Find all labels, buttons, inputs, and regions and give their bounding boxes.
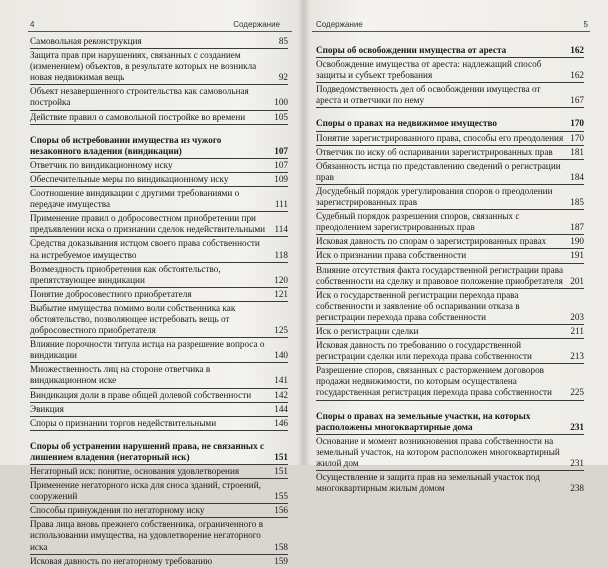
toc-entry: Разрешение споров, связанных с расторжением договоров продажи недвижимости, по которым осуществлена государственная регистрация перехода права собственности 225 (316, 365, 584, 398)
toc-entry: Обеспечительные меры по виндикационному иску 109 (30, 173, 288, 184)
toc-entry: Применение правил о добросовестном приобретении при предъявлении иска о признании сделок недействительными 114 (30, 213, 288, 235)
toc-list (30, 36, 288, 567)
toc-entry: Негаторный иск: понятие, основания удовлетворения 151 (30, 466, 288, 476)
toc-entry: Ответчик по иску об оспаривании зарегистрированных прав 181 (316, 146, 584, 157)
toc-entry: Судебный порядок разрешения споров, связанных с преодолением зарегистрированных прав 187 (316, 211, 584, 233)
toc-entry: Исковая давность по спорам о зарегистрированных правах 190 (316, 236, 584, 247)
toc-entry: Обязанность истца по представлению сведений о регистрации прав 184 (316, 160, 584, 182)
toc-entry: Объект незавершенного строительства как самовольная постройка 100 (30, 86, 288, 108)
toc-section-heading: Споры об истребовании имущества из чужого незаконного владения (виндикации) 107 (30, 134, 288, 156)
toc-entry: Средства доказывания истцом своего права собственности на истребуемое имущество 118 (30, 238, 288, 260)
toc-entry: Понятие зарегистрированного права, способы его преодоления 170 (316, 132, 584, 143)
toc-entry: Влияние порочности титула истца на разрешение вопроса о виндикации 140 (30, 339, 288, 361)
page-number: 4 (30, 20, 35, 29)
toc-entry: Соотношение виндикации с другими требованиями о передаче имущества 111 (30, 188, 288, 210)
running-title: Содержание (233, 20, 280, 29)
toc-entry: Исковая давность по негаторному требованию 159 (30, 555, 288, 566)
toc-entry: Действие правил о самовольной постройке во времени 105 (30, 111, 288, 122)
toc-entry: Основание и момент возникновения права собственности на земельный участок, на котором расположен многоквартирный жилой дом 231 (316, 435, 584, 468)
toc-entry: Возмездность приобретения как обстоятельство, препятствующее виндикации 120 (30, 263, 288, 285)
toc-entry: Виндикация доли в праве общей долевой собственности 142 (30, 389, 288, 400)
toc-entry: Понятие добросовестного приобретателя 121 (30, 288, 288, 299)
right-page (308, 0, 608, 494)
page-number: 5 (583, 20, 588, 29)
toc-entry: Иск о регистрации сделки 211 (316, 325, 584, 336)
header-rule (312, 31, 590, 32)
toc-entry: Исковая давность по требованию о государственной регистрации сделки или перехода права собственности 213 (316, 340, 584, 362)
left-page (0, 0, 300, 566)
toc-section-heading: Споры о правах на земельные участки, на которых расположены многоквартирные дома 231 (316, 410, 584, 432)
toc-section-heading: Споры об устранении нарушений права, не связанных с лишением владения (негаторный иск) 151 (30, 440, 288, 462)
toc-section-heading: Споры о правах на недвижимое имущество 170 (316, 118, 584, 129)
toc-list (316, 36, 584, 494)
toc-entry: Права лица вновь прежнего собственника, ограниченного в использовании имущества, на удовлетворение негаторного иска 158 (30, 519, 288, 552)
toc-entry: Споры о признании торгов недействительными 146 (30, 417, 288, 428)
toc-entry: Защита прав при нарушениях, связанных с созданием (изменением) объектов, в результате которых не возникла новая недвижимая вещь 92 (30, 50, 288, 83)
toc-entry: Самовольная реконструкция 85 (30, 36, 288, 46)
running-title: Содержание (316, 20, 363, 29)
toc-entry: Эвикция 144 (30, 403, 288, 414)
toc-entry: Освобождение имущества от ареста: надлежащий способ защиты и субъект требования 162 (316, 59, 584, 81)
toc-entry: Ответчик по виндикационному иску 107 (30, 159, 288, 170)
toc-entry: Досудебный порядок урегулирования споров о преодолении зарегистрированных прав 185 (316, 185, 584, 208)
toc-entry: Способы принуждения по негаторному иску 156 (30, 505, 288, 516)
toc-entry: Осуществление и защита прав на земельный участок под многоквартирным жилым домом 238 (316, 472, 584, 494)
toc-entry: Иск о признании права собственности 191 (316, 250, 584, 261)
toc-section-heading: Споры об освобождении имущества от ареста 162 (316, 45, 584, 55)
toc-entry: Влияние отсутствия факта государственной регистрации права собственности на сделку и правовое положение приобретателя 201 (316, 264, 584, 286)
toc-entry: Иск о государственной регистрации перехода права собственности и заявление об оспаривании отказа в регистрации перехода права собственности 203 (316, 289, 584, 322)
toc-entry: Выбытие имущества помимо воли собственника как обстоятельство, позволяющее истребовать вещь от добросовестного приобретателя 125 (30, 302, 288, 336)
toc-entry: Множественность лиц на стороне ответчика в виндикационном иске 141 (30, 364, 288, 386)
toc-entry: Подведомственность дел об освобождении имущества от ареста и ответчики по нему 167 (316, 84, 584, 106)
toc-entry: Применение негаторного иска для сноса зданий, строений, сооружений 155 (30, 480, 288, 502)
header-rule (28, 31, 292, 32)
